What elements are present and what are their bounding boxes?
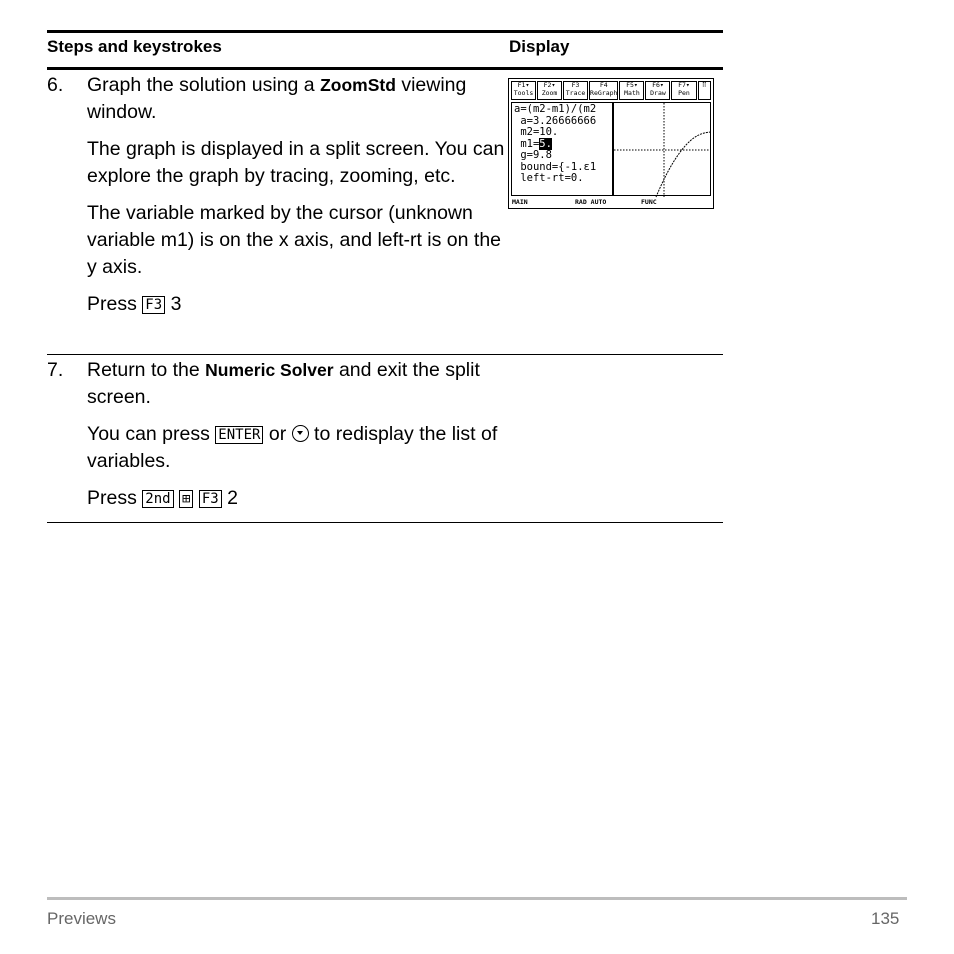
status-angle: RAD AUTO <box>575 198 607 206</box>
cursor-value: 5. <box>539 137 552 150</box>
solver-line: a=(m2-m1)/(m2 <box>514 103 597 115</box>
calculator-screen <box>508 78 714 209</box>
toolbar-regraph: F4 ReGraph <box>589 81 618 100</box>
split-screen-key-icon: ⊞ <box>179 490 193 508</box>
step-6-variable-note: The variable marked by the cursor (unknown variable m1) is on the x axis, and left-rt is on the y axis. <box>87 202 502 278</box>
text: Graph the solution using a <box>87 74 321 96</box>
step-7-intro <box>87 357 507 411</box>
toolbar-more: ⠿ <box>698 81 712 100</box>
solver-line: m1= <box>514 137 540 150</box>
status-mode: MAIN <box>512 198 528 206</box>
toolbar-trace: F3 Trace <box>563 81 588 100</box>
step-6-split-screen-note: The graph is displayed in a split screen. You can explore the graph by tracing, zooming, etc. <box>87 138 505 187</box>
cursor-down-icon <box>292 425 309 442</box>
2nd-key: 2nd <box>142 490 173 508</box>
solver-line: g=9.8 <box>514 149 552 161</box>
status-graph-mode: FUNC <box>641 198 657 206</box>
text: and exit the split screen. <box>87 359 480 408</box>
step-6-keystrokes <box>87 291 507 318</box>
toolbar-zoom: F2▾ Zoom <box>537 81 562 100</box>
step-number: 6. <box>47 74 64 96</box>
f3-key: F3 <box>199 490 222 508</box>
footer-rule <box>47 897 907 900</box>
toolbar-tools: F1▾ Tools <box>511 81 536 100</box>
step-separator <box>47 354 723 355</box>
graph-window <box>614 103 710 197</box>
text: to redisplay the list of variables. <box>87 423 498 472</box>
numeric-solver-command: Numeric Solver <box>205 360 334 380</box>
press-label: Press <box>87 487 137 509</box>
steps-column-header: Steps and keystrokes <box>47 37 222 56</box>
status-bar <box>511 197 711 207</box>
step-6-intro <box>87 72 507 126</box>
table-header-rule <box>47 67 723 70</box>
step-number: 7. <box>47 359 64 381</box>
table-bottom-rule <box>47 522 723 523</box>
zoomstd-command: ZoomStd <box>320 75 396 95</box>
toolbar-pen: F7▾ Pen <box>671 81 696 100</box>
split-screen <box>511 102 711 196</box>
digit-key: 2 <box>227 487 238 509</box>
solver-line: a=3.26666666 <box>514 114 597 127</box>
display-column-header: Display <box>509 37 570 56</box>
solver-line: left-rt=0. <box>514 172 584 184</box>
page-number: 135 <box>871 909 900 928</box>
solver-variable-list <box>514 104 612 185</box>
footer-section: Previews <box>47 909 116 928</box>
press-label: Press <box>87 293 137 315</box>
text: viewing window. <box>87 74 467 123</box>
step-7-keystrokes <box>87 485 507 512</box>
table-top-rule <box>47 30 723 33</box>
text: or <box>263 423 292 445</box>
solver-line: bound={-1.ε1 <box>514 160 597 173</box>
enter-key: ENTER <box>215 426 263 444</box>
f3-key: F3 <box>142 296 165 314</box>
digit-key: 3 <box>170 293 182 315</box>
toolbar-draw: F6▾ Draw <box>645 81 670 100</box>
step-7-redisplay-note <box>87 421 507 475</box>
solver-line: m2=10. <box>514 126 559 138</box>
calculator-toolbar <box>511 81 711 100</box>
text: You can press <box>87 423 216 445</box>
text: Return to the <box>87 359 206 381</box>
toolbar-math: F5▾ Math <box>619 81 644 100</box>
